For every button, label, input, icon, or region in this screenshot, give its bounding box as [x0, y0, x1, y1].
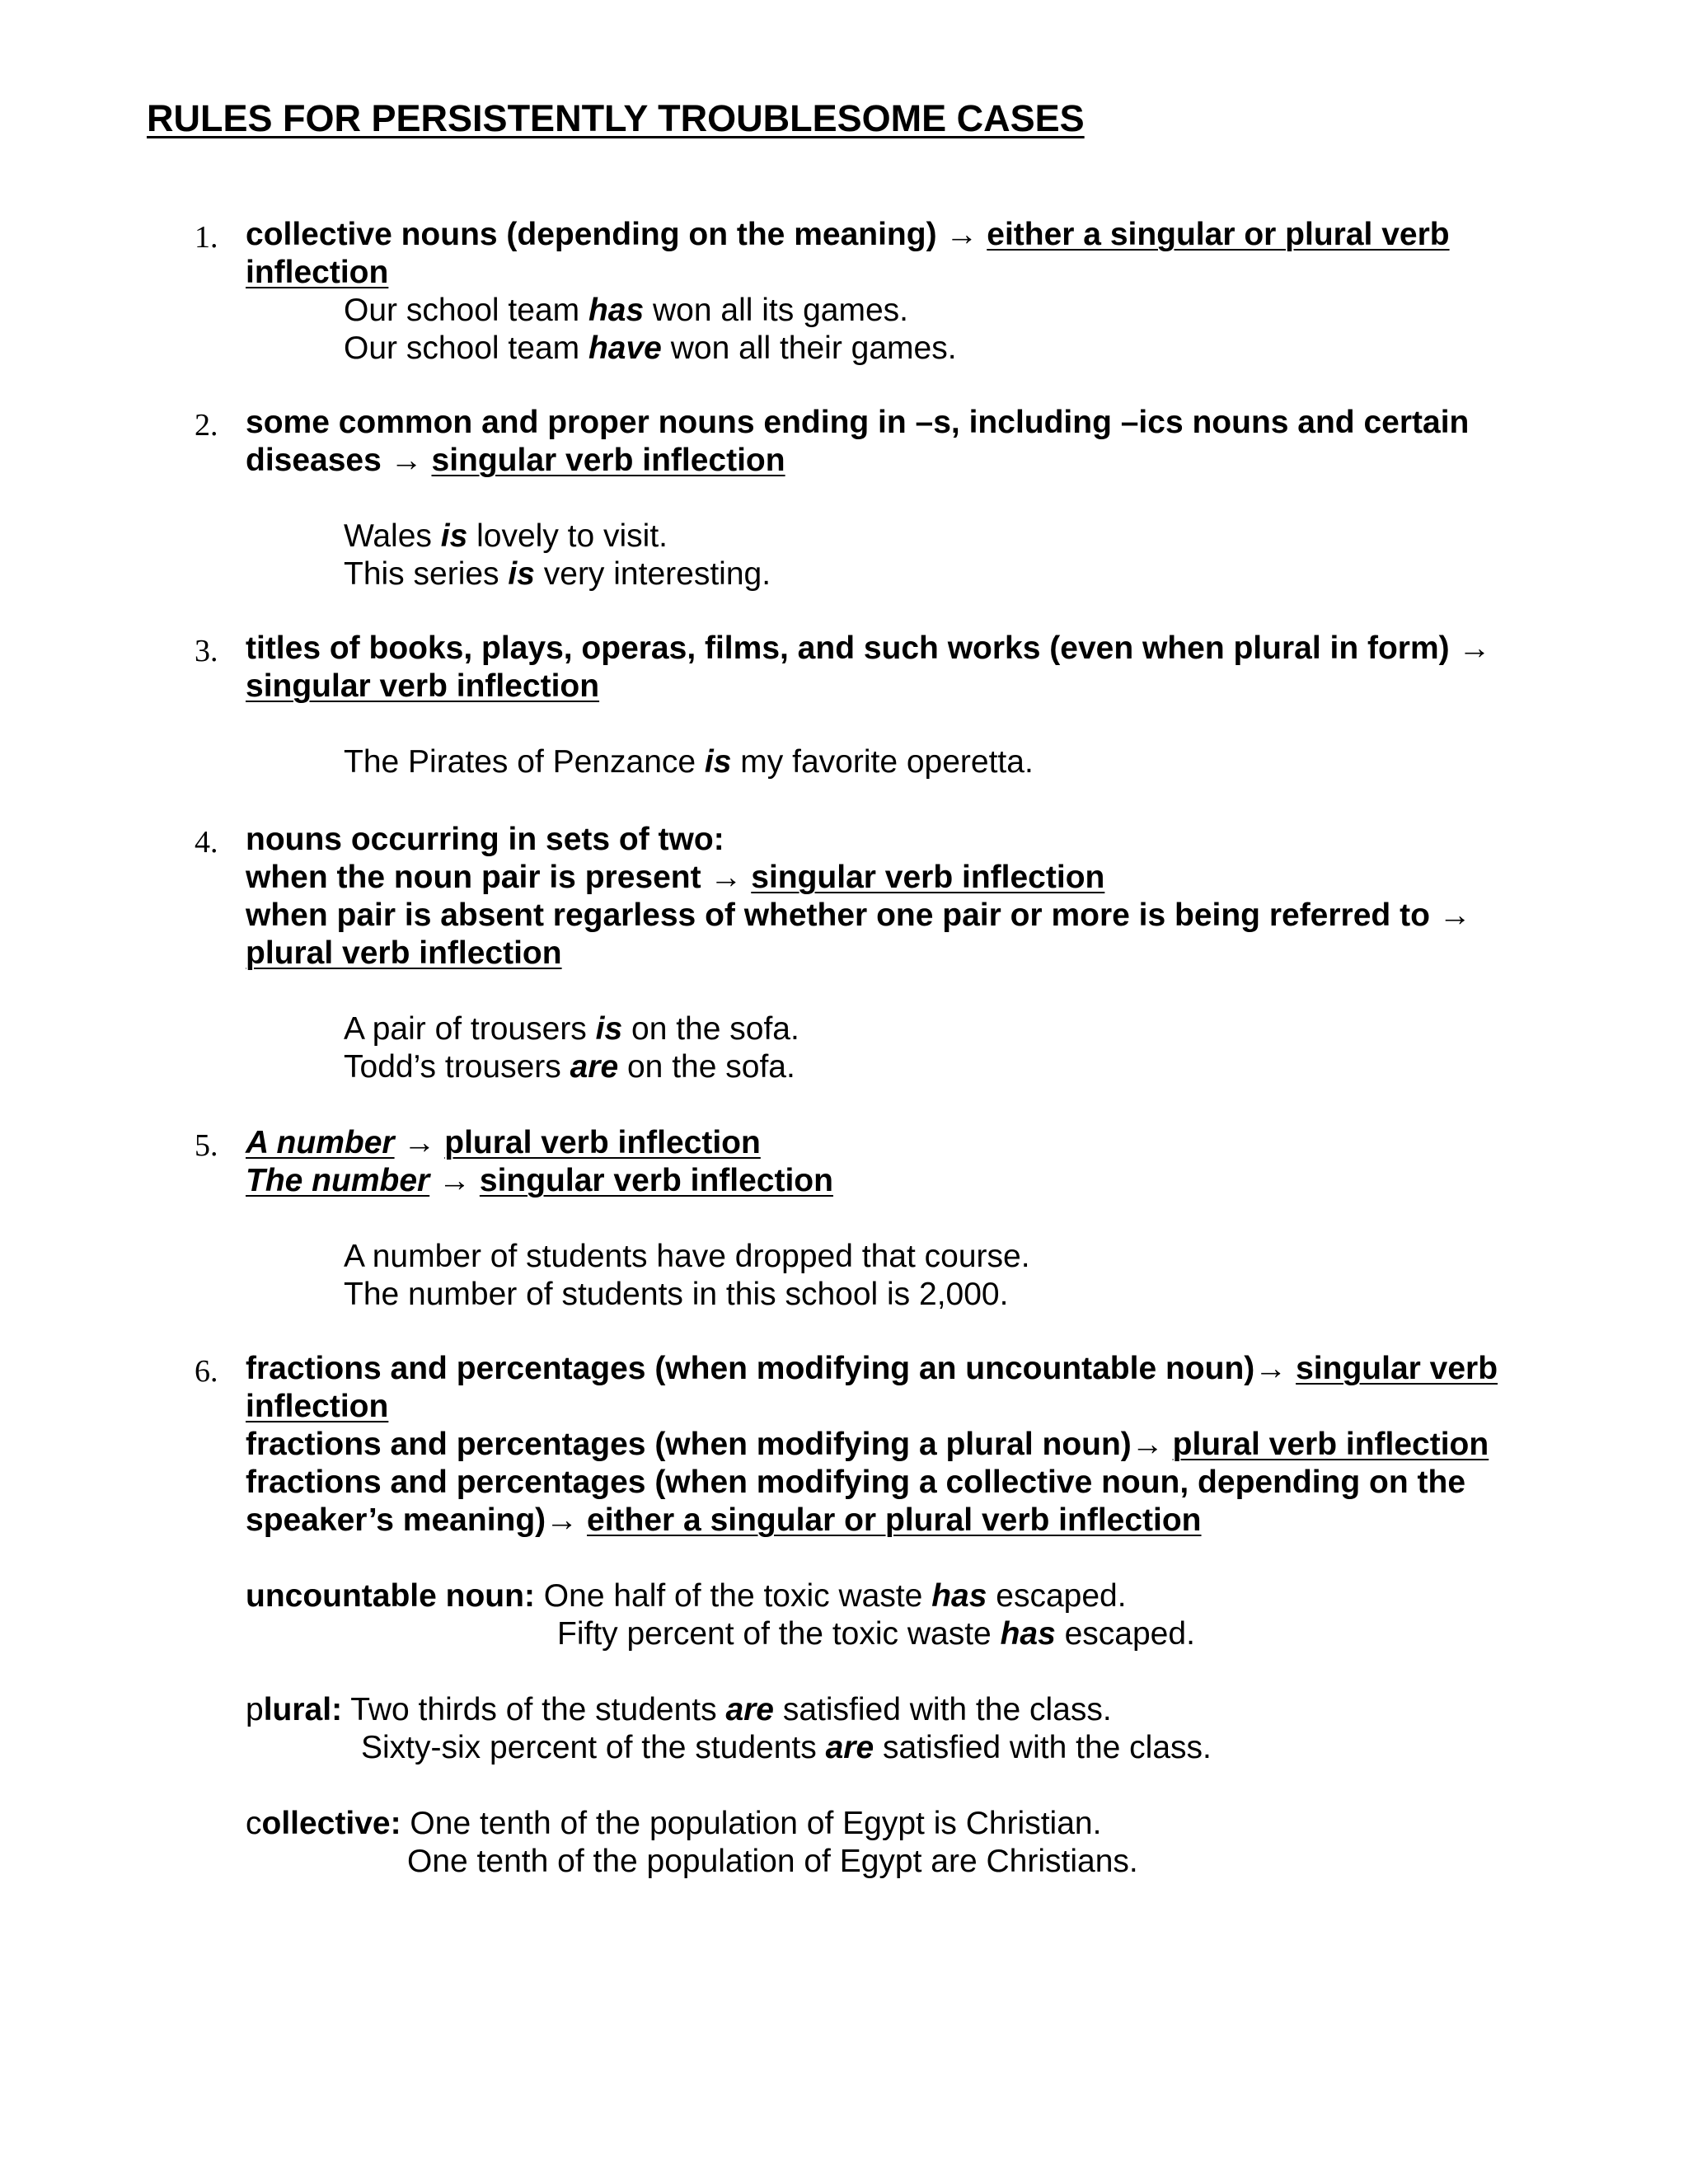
- rule-line: [246, 1124, 761, 1162]
- rule-result: plural verb inflection: [444, 1125, 761, 1160]
- rule-text: when the noun pair is present: [246, 860, 701, 895]
- rule-number: 4.: [195, 825, 218, 860]
- rule-text: when pair is absent regarless of whether one pair or more is being referred to: [246, 898, 1430, 933]
- rule-text: The number: [246, 1163, 430, 1198]
- rule-result: singular verb inflection: [431, 443, 785, 478]
- arrow-icon: →: [1438, 898, 1471, 933]
- rule-number: 5.: [195, 1128, 218, 1163]
- example-sentence: The number of students in this school is 2,000.: [344, 1277, 1009, 1312]
- example-sentence: Sixty-six percent of the students are satisfied with the class.: [361, 1730, 1212, 1765]
- arrow-icon: →: [1131, 1427, 1164, 1462]
- arrow-icon: →: [438, 1163, 471, 1198]
- arrow-icon: →: [945, 217, 978, 252]
- rule-number: 1.: [195, 220, 218, 255]
- example-label: collective:: [246, 1806, 401, 1841]
- rule-line: [246, 897, 1471, 935]
- rule-line: [246, 1426, 1489, 1464]
- rule-text: some common and proper nouns ending in –s, including –ics nouns and certain: [246, 405, 1470, 440]
- rule-line: [246, 1350, 1498, 1388]
- example-sentence: Todd’s trousers are on the sofa.: [344, 1049, 795, 1085]
- example-label: uncountable noun:: [246, 1578, 535, 1614]
- arrow-icon: →: [390, 443, 423, 478]
- example-sentence: Wales is lovely to visit.: [344, 518, 668, 554]
- rule-text: titles of books, plays, operas, films, and such works (even when plural in form): [246, 630, 1450, 666]
- rule-result: either a singular or plural verb: [987, 217, 1450, 252]
- rule-line: [246, 442, 785, 480]
- example-uncountable: uncountable noun: One half of the toxic waste has escaped.: [246, 1578, 1127, 1614]
- arrow-icon: →: [546, 1502, 579, 1538]
- example-sentence: The Pirates of Penzance is my favorite operetta.: [344, 744, 1034, 780]
- example-sentence: Our school team has won all its games.: [344, 293, 908, 328]
- rule-number: 2.: [195, 408, 218, 443]
- rule-text: fractions and percentages (when modifying a plural noun): [246, 1427, 1132, 1462]
- rule-text: collective nouns (depending on the meaning): [246, 217, 937, 252]
- example-sentence: This series is very interesting.: [344, 556, 771, 592]
- rule-result: inflection: [246, 255, 389, 290]
- page-title: RULES FOR PERSISTENTLY TROUBLESOME CASES: [147, 97, 1085, 139]
- rule-result: inflection: [246, 1389, 389, 1424]
- rule-result: singular verb inflection: [751, 860, 1105, 895]
- example-collective: collective: One tenth of the population of Egypt is Christian.: [246, 1806, 1102, 1841]
- rule-result: plural verb inflection: [246, 935, 562, 971]
- example-sentence: One tenth of the population of Egypt are Christians.: [407, 1844, 1138, 1879]
- rule-line: [246, 1502, 1202, 1540]
- rule-text: fractions and percentages (when modifying an uncountable noun): [246, 1351, 1255, 1386]
- rule-text: A number: [246, 1125, 395, 1160]
- example-sentence: Our school team have won all their games.: [344, 330, 957, 366]
- rule-text: nouns occurring in sets of two:: [246, 822, 724, 857]
- example-sentence: Fifty percent of the toxic waste has escaped.: [557, 1616, 1195, 1652]
- rule-line: [246, 216, 1450, 254]
- rule-result: singular verb inflection: [479, 1163, 833, 1198]
- example-sentence: A number of students have dropped that course.: [344, 1239, 1030, 1274]
- rule-line: [246, 859, 1104, 897]
- arrow-icon: →: [710, 860, 743, 895]
- rule-text: diseases: [246, 443, 382, 478]
- rule-result: singular verb: [1296, 1351, 1498, 1386]
- example-sentence: A pair of trousers is on the sofa.: [344, 1011, 799, 1047]
- example-plural: plural: Two thirds of the students are satisfied with the class.: [246, 1692, 1112, 1727]
- rule-result: plural verb inflection: [1172, 1427, 1489, 1462]
- rule-text: fractions and percentages (when modifying a collective noun, depending on the: [246, 1465, 1466, 1500]
- rule-line: [246, 1162, 833, 1200]
- rule-result: either a singular or plural verb inflection: [587, 1502, 1202, 1538]
- rule-result: singular verb inflection: [246, 668, 600, 704]
- arrow-icon: →: [1458, 630, 1491, 666]
- rule-line: [246, 630, 1491, 668]
- rule-number: 3.: [195, 634, 218, 668]
- example-label: plural:: [246, 1692, 343, 1727]
- rule-number: 6.: [195, 1354, 218, 1389]
- arrow-icon: →: [403, 1125, 436, 1160]
- arrow-icon: →: [1254, 1351, 1287, 1386]
- rule-text: speaker’s meaning): [246, 1502, 546, 1538]
